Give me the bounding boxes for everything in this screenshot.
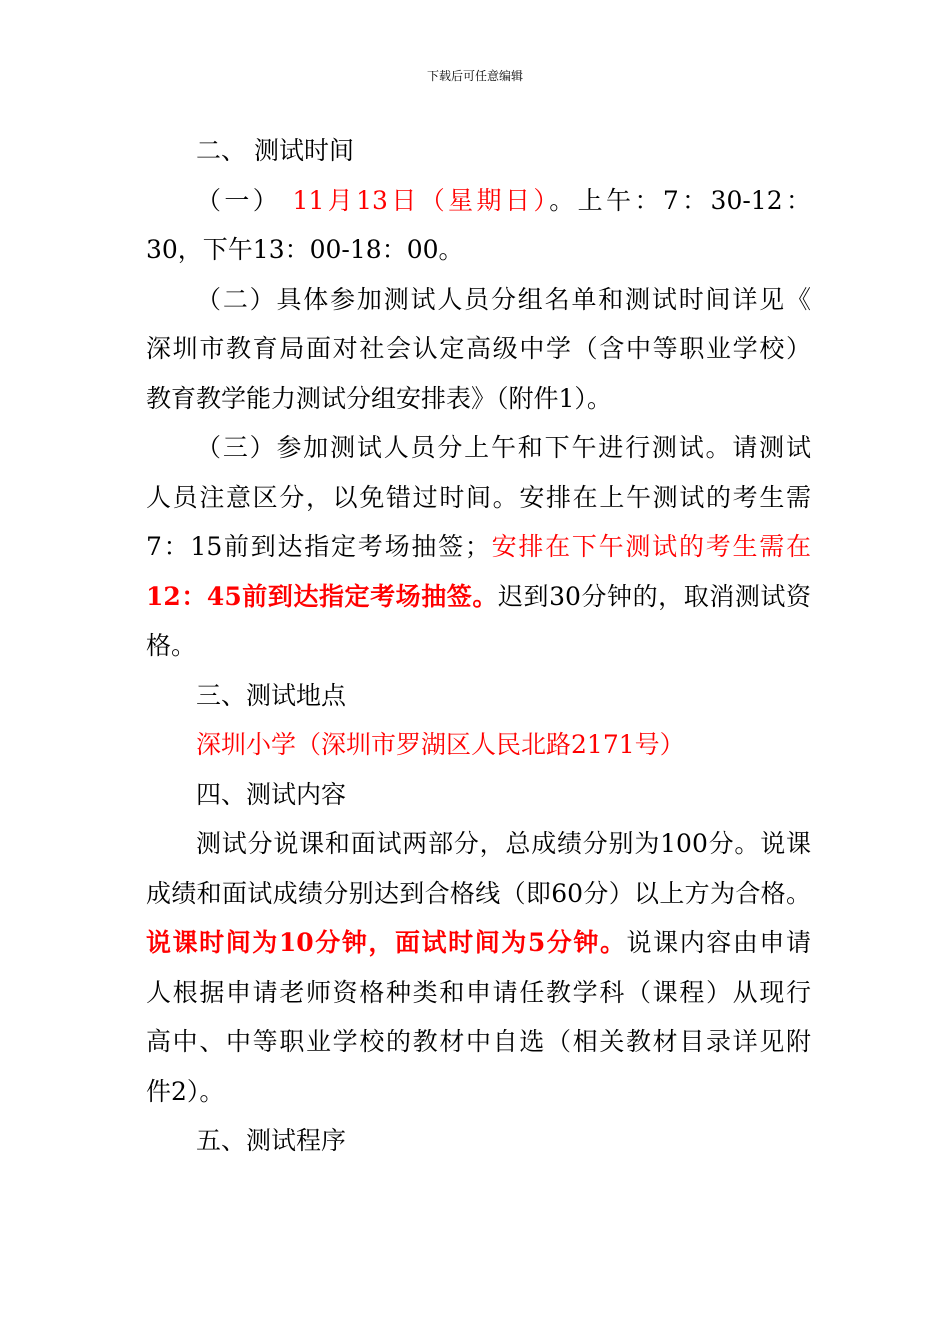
text-segment: 教育教学能力测试分组安排表》（附件1）。	[146, 383, 612, 413]
highlighted-text: 安排在下午测试的考生需在	[489, 532, 811, 561]
text-segment: 五、测试程序	[196, 1126, 347, 1155]
text-line	[146, 324, 811, 374]
text-segment: 7：15前到达指定考场抽签；	[146, 532, 490, 561]
highlighted-text: 11月13日（星期日）	[292, 185, 550, 215]
text-line	[146, 918, 811, 968]
text-segment: 。上午：7：30-12：	[549, 185, 812, 215]
text-line	[146, 176, 811, 226]
text-segment: 高中、中等职业学校的教材中自选（相关教材目录详见附	[146, 1027, 811, 1056]
text-line	[146, 374, 811, 424]
text-line	[146, 225, 811, 275]
text-line	[146, 869, 811, 919]
text-line	[146, 423, 811, 473]
text-segment: 说课内容由申请	[626, 928, 811, 957]
text-segment: 二、 测试时间	[196, 136, 354, 165]
text-line	[146, 522, 811, 572]
text-line	[146, 126, 811, 176]
text-segment: （一）	[196, 185, 293, 215]
text-segment: 迟到30分钟的，取消测试资	[497, 581, 811, 611]
text-segment: 格。	[146, 631, 197, 660]
page-header: 下载后可任意编辑	[426, 69, 523, 83]
text-segment: 件2）。	[146, 1076, 225, 1106]
text-segment: 人根据申请老师资格种类和申请任教学科（课程）从现行	[146, 977, 811, 1007]
text-segment: 30，下午13：00-18：00。	[146, 235, 464, 264]
text-line	[146, 968, 811, 1018]
text-line	[146, 1017, 811, 1067]
highlighted-text: 12：45前到达指定考场抽签。	[146, 581, 498, 611]
text-line	[146, 621, 811, 671]
text-line	[146, 275, 811, 325]
text-segment: 测试分说课和面试两部分，总成绩分别为100分。说课	[196, 829, 811, 858]
text-line	[146, 473, 811, 523]
text-segment: 四、测试内容	[196, 779, 347, 809]
text-line	[146, 819, 811, 869]
text-segment: （二）具体参加测试人员分组名单和测试时间详见《	[196, 284, 811, 314]
text-segment: 成绩和面试成绩分别达到合格线（即60分）以上方为合格。	[146, 878, 811, 908]
text-line	[146, 1067, 811, 1117]
highlighted-text: 说课时间为10分钟，面试时间为5分钟。	[146, 928, 627, 957]
text-segment: 三、测试地点	[196, 680, 347, 710]
document-body	[146, 126, 811, 1166]
text-segment: 深圳市教育局面对社会认定高级中学（含中等职业学校）	[146, 334, 811, 363]
text-line	[146, 671, 811, 721]
text-segment: 人员注意区分，以免错过时间。安排在上午测试的考生需	[146, 482, 811, 512]
text-line	[146, 720, 811, 770]
text-line	[146, 1116, 811, 1166]
text-line	[146, 770, 811, 820]
text-line	[146, 572, 811, 622]
text-segment: （三）参加测试人员分上午和下午进行测试。请测试	[196, 433, 811, 462]
highlighted-text: 深圳小学（深圳市罗湖区人民北路2171号）	[196, 730, 685, 759]
